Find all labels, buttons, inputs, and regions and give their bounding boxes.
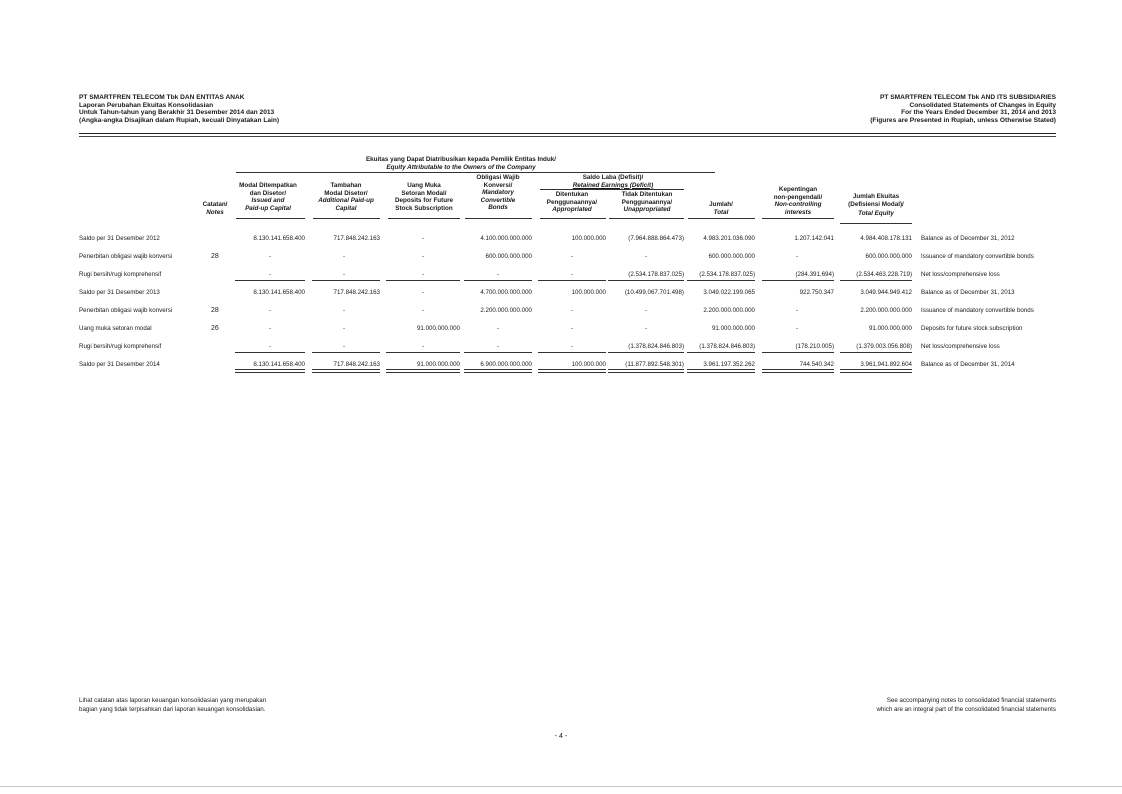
cell-deposits: 91.000.000.000 [416, 325, 460, 332]
col-nci-line1: Kepentingan [778, 186, 818, 193]
cell-bonds: 6.900.000.000.000 [480, 361, 532, 368]
row-label-en: Deposits for future stock subscription [921, 325, 1023, 332]
col-bonds-line3: Mandatory [482, 189, 514, 197]
total-double-underline [687, 369, 755, 373]
subtotal-underline [538, 280, 606, 281]
cell-total: 91.000.000.000 [711, 325, 755, 332]
col-unappropriated-line1: Tidak Ditentukan [621, 191, 673, 198]
header-right [870, 94, 1056, 124]
cell-deposits: - [421, 307, 425, 314]
cell-appropriated: - [570, 271, 574, 278]
total-double-underline [464, 369, 532, 373]
subtotal-underline [312, 280, 380, 281]
row-note-ref: 28 [211, 307, 219, 314]
col-unappropriated-line3: Unappropriated [623, 206, 671, 214]
page-number: - 4 - [554, 733, 568, 740]
cell-capital: - [268, 325, 272, 332]
bottom-edge-line [0, 786, 1122, 787]
cell-total: (1.378.824.846.803) [699, 343, 755, 350]
statement-title-en: Consolidated Statements of Changes in Equity [909, 101, 1056, 109]
subtotal-underline [538, 352, 606, 353]
total-double-underline [386, 369, 460, 373]
footer-left-line1: Lihat catatan atas laporan keuangan konsolidasian yang merupakan [79, 697, 267, 704]
col-apic-header [309, 182, 383, 212]
cell-equity: 600.000.000.000 [865, 253, 912, 260]
col-nci-line4: interests [784, 208, 812, 216]
subtotal-underline [386, 280, 460, 281]
header-left [79, 94, 279, 124]
header-divider-thick [79, 133, 1056, 134]
cell-total: 2.200.000.000.000 [703, 307, 755, 314]
col-bonds-underline [465, 218, 532, 219]
cell-unappropriated: (11.877.892.548.301) [625, 361, 684, 368]
col-appropriated-line3: Appropriated [552, 206, 592, 214]
subtotal-underline [840, 352, 912, 353]
subtotal-underline [464, 352, 532, 353]
cell-capital: - [268, 343, 272, 350]
cell-nci: 1.207.142.041 [794, 235, 834, 242]
col-unappropriated-line2: Penggunaannya/ [621, 198, 673, 206]
total-double-underline [312, 369, 380, 373]
cell-appropriated: 100.000.000 [571, 289, 606, 296]
row-label-en: Net loss/comprehensive loss [921, 271, 1000, 278]
cell-deposits: - [421, 253, 425, 260]
col-nci-line3: Non-controlling [774, 201, 822, 209]
group-header-line [236, 172, 715, 173]
cell-equity: 3.049.944.949.412 [860, 289, 912, 296]
col-capital-header [229, 182, 307, 212]
cell-deposits: - [421, 343, 425, 350]
cell-unappropriated: - [644, 307, 648, 314]
row-label-id: Rugi bersih/rugi komprehensif [79, 343, 162, 350]
cell-appropriated: 100.000.000 [571, 361, 606, 368]
total-double-underline [762, 369, 834, 373]
subtotal-underline [840, 280, 912, 281]
cell-appropriated: 100.000.000 [571, 235, 606, 242]
cell-bonds: 600.000.000.000 [485, 253, 532, 260]
cell-nci: (178.210.005) [795, 343, 834, 350]
col-equity-header [836, 193, 916, 218]
col-apic-line1: Tambahan [330, 182, 362, 189]
total-double-underline [840, 369, 912, 373]
company-name-id: PT SMARTFREN TELECOM Tbk DAN ENTITAS ANAK [79, 94, 245, 101]
row-label-en: Balance as of December 31, 2012 [921, 235, 1015, 242]
col-deposits-line1: Uang Muka [407, 182, 441, 189]
header-divider-thin [79, 136, 1056, 137]
col-bonds-line2: Konversi/ [483, 181, 513, 189]
cell-equity: 3.961.941.892.604 [860, 361, 912, 368]
cell-apic: - [342, 343, 346, 350]
col-appropriated-line1: Ditentukan [555, 191, 589, 198]
col-bonds-line1: Obligasi Wajib [476, 174, 520, 181]
col-appropriated-underline [540, 218, 606, 219]
footer-right-line2: which are an integral part of the consolidated financial statements [876, 705, 1056, 713]
cell-bonds: - [496, 325, 500, 332]
col-capital-line4: Paid-up Capital [245, 204, 291, 212]
col-equity-underline [840, 223, 912, 224]
cell-equity: 91.000.000.000 [868, 325, 912, 332]
cell-total: 3.049.022.199.065 [703, 289, 755, 296]
statement-currency-id: (Angka-angka Disajikan dalam Rupiah, kecuali Dinyatakan Lain) [79, 116, 280, 124]
cell-deposits: 91.000.000.000 [416, 361, 460, 368]
col-total-en: Total [713, 208, 729, 216]
cell-deposits: - [421, 271, 425, 278]
cell-apic: 717.848.242.163 [333, 361, 380, 368]
cell-deposits: - [421, 235, 425, 242]
cell-unappropriated: (1.378.824.846.803) [628, 343, 684, 350]
col-nci-underline [762, 218, 834, 219]
subtotal-underline [235, 352, 305, 353]
cell-nci: 744.540.342 [799, 361, 834, 368]
cell-nci: 922.750.347 [799, 289, 834, 296]
row-label-id: Saldo per 31 Desember 2012 [79, 235, 160, 242]
subtotal-underline [464, 280, 532, 281]
cell-total: 3.961.197.352.262 [703, 361, 755, 368]
col-bonds-line4: Convertible [480, 196, 516, 204]
cell-bonds: 2.200.000.000.000 [480, 307, 532, 314]
col-deposits-line3: Deposits for Future [394, 197, 454, 205]
subtotal-underline [687, 352, 755, 353]
col-deposits-underline [388, 218, 460, 219]
subtotal-underline [687, 280, 755, 281]
footer-right [876, 697, 1056, 714]
col-unappropriated-underline [609, 218, 684, 219]
row-label-id: Penerbitan obligasi wajib konversi [79, 253, 173, 260]
col-bonds-line5: Bonds [488, 204, 508, 212]
total-double-underline [608, 369, 684, 373]
total-double-underline [235, 369, 305, 373]
company-name-en: PT SMARTFREN TELECOM Tbk AND ITS SUBSIDIARIES [880, 94, 1056, 101]
cell-bonds: 4.700.000.000.000 [480, 289, 532, 296]
cell-unappropriated: (7.964.888.864.473) [628, 235, 684, 242]
cell-total: 4.983.201.036.090 [703, 235, 755, 242]
col-equity-line2: (Defisiensi Modal)/ [848, 200, 904, 208]
col-total-header [684, 201, 758, 216]
col-bonds-header [462, 174, 534, 212]
subtotal-underline [762, 280, 834, 281]
group-header-en: Equity Attributable to the Owners of the Company [386, 163, 536, 171]
total-double-underline [538, 369, 606, 373]
subtotal-underline [608, 352, 684, 353]
cell-equity: (1.379.003.056.808) [856, 343, 912, 350]
col-appropriated-header [536, 191, 608, 214]
cell-nci: - [795, 325, 799, 332]
cell-deposits: - [421, 289, 425, 296]
cell-apic: 717.848.242.163 [333, 235, 380, 242]
col-nci-header [758, 186, 838, 216]
cell-equity: (2.534.463.228.719) [856, 271, 912, 278]
statement-period-en: For the Years Ended December 31, 2014 and 2013 [901, 109, 1056, 117]
col-nci-line2: non-pengendali/ [773, 193, 823, 201]
subtotal-underline [762, 352, 834, 353]
row-note-ref: 26 [211, 325, 219, 332]
cell-unappropriated: (10.499.067.701.498) [624, 289, 684, 296]
statement-period-id: Untuk Tahun-tahun yang Berakhir 31 Desember 2014 dan 2013 [79, 109, 275, 117]
cell-nci: - [795, 253, 799, 260]
row-note-ref: 28 [211, 253, 219, 260]
cell-capital: - [268, 307, 272, 314]
cell-bonds: - [496, 271, 500, 278]
col-apic-line2: Modal Disetor/ [324, 189, 368, 197]
cell-capital: 8.130.141.658.400 [253, 289, 305, 296]
subtotal-underline [386, 352, 460, 353]
cell-equity: 4.984.408.178.131 [860, 235, 912, 242]
cell-apic: - [342, 307, 346, 314]
col-equity-line3: Total Equity [858, 210, 894, 218]
col-notes-en: Notes [206, 208, 224, 216]
retained-earnings-id: Saldo Laba (Defisit)/ [582, 174, 644, 181]
cell-capital: 8.130.141.658.400 [253, 235, 305, 242]
retained-earnings-header [538, 174, 688, 189]
row-label-id: Saldo per 31 Desember 2013 [79, 289, 160, 296]
row-label-id: Penerbitan obligasi wajib konversi [79, 307, 173, 314]
cell-capital: - [268, 271, 272, 278]
col-capital-line3: Issued and [251, 197, 285, 205]
col-unappropriated-header [606, 191, 688, 214]
row-label-id: Uang muka setoran modal [79, 325, 152, 332]
subtotal-underline [235, 280, 305, 281]
row-label-en: Balance as of December 31, 2014 [921, 361, 1015, 368]
cell-bonds: 4.100.000.000.000 [480, 235, 532, 242]
cell-unappropriated: - [644, 253, 648, 260]
row-label-en: Balance as of December 31, 2013 [921, 289, 1015, 296]
cell-equity: 2.200.000.000.000 [860, 307, 912, 314]
col-apic-underline [313, 218, 380, 219]
footer-right-line1: See accompanying notes to consolidated financial statements [886, 697, 1056, 704]
retained-earnings-en: Retained Earnings (Deficit) [572, 181, 654, 189]
row-label-id: Saldo per 31 Desember 2014 [79, 361, 160, 368]
cell-nci: (284.391.694) [795, 271, 834, 278]
group-header-id: Ekuitas yang Dapat Diatribusikan kepada Pemilik Entitas Induk/ [365, 156, 556, 163]
cell-bonds: - [496, 343, 500, 350]
cell-apic: 717.848.242.163 [333, 289, 380, 296]
subtotal-underline [608, 280, 684, 281]
statement-title-id: Laporan Perubahan Ekuitas Konsolidasian [79, 101, 214, 109]
col-notes-id: Catatan/ [202, 201, 228, 208]
cell-unappropriated: - [644, 325, 648, 332]
cell-total: (2.534.178.837.025) [699, 271, 755, 278]
cell-capital: 8.130.141.658.400 [253, 361, 305, 368]
row-label-en: Issuance of mandatory convertible bonds [921, 253, 1034, 260]
cell-capital: - [268, 253, 272, 260]
cell-apic: - [342, 325, 346, 332]
group-header [330, 156, 592, 171]
retained-earnings-line [540, 189, 684, 190]
cell-apic: - [342, 271, 346, 278]
col-apic-line3: Additional Paid-up [318, 197, 374, 205]
cell-unappropriated: (2.534.178.837.025) [628, 271, 684, 278]
col-deposits-header [384, 182, 464, 212]
col-capital-line2: dan Disetor/ [249, 189, 287, 197]
cell-appropriated: - [570, 253, 574, 260]
col-appropriated-line2: Penggunaannya/ [546, 198, 598, 206]
cell-appropriated: - [570, 343, 574, 350]
statement-currency-en: (Figures are Presented in Rupiah, unless Otherwise Stated) [870, 116, 1056, 124]
col-total-id: Jumlah/ [709, 201, 733, 208]
footer-left-line2: bagian yang tidak terpisahkan dari laporan keuangan konsolidasian. [79, 705, 266, 713]
row-label-id: Rugi bersih/rugi komprehensif [79, 271, 162, 278]
cell-apic: - [342, 253, 346, 260]
col-apic-line4: Capital [335, 204, 357, 212]
cell-total: 600.000.000.000 [708, 253, 755, 260]
row-label-en: Issuance of mandatory convertible bonds [921, 307, 1034, 314]
col-capital-line1: Modal Ditempatkan [239, 182, 297, 189]
footer-left [79, 697, 266, 714]
col-total-underline [688, 218, 755, 219]
col-deposits-line2: Setoran Modal/ [401, 189, 447, 197]
cell-nci: - [795, 307, 799, 314]
subtotal-underline [312, 352, 380, 353]
col-equity-line1: Jumlah Ekuitas [852, 193, 900, 200]
cell-appropriated: - [570, 325, 574, 332]
cell-appropriated: - [570, 307, 574, 314]
col-capital-underline [236, 218, 305, 219]
row-label-en: Net loss/comprehensive loss [921, 343, 1000, 350]
col-deposits-line4: Stock Subscription [395, 204, 453, 212]
